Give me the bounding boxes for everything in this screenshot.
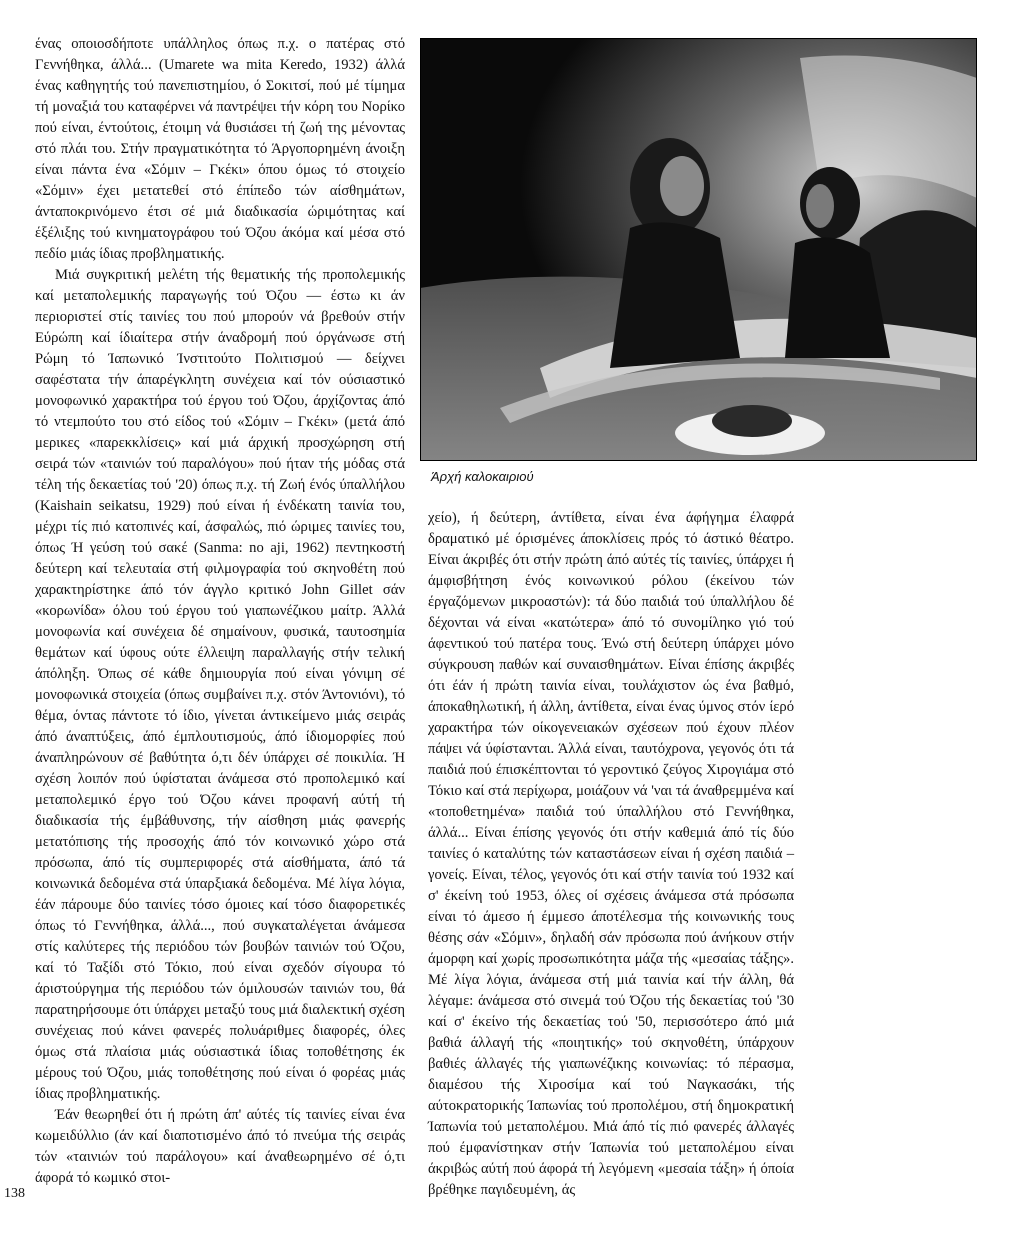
page-number: 138 — [4, 1186, 25, 1201]
paragraph-continued: ένας οποιοσδήποτε υπάλληλος όπως π.χ. ο πατέρας στό Γεννήθηκα, άλλά... (Umarete wa mita Keredo, 1932) άλλά ένας καθηγητής τού πανεπιστημίου, ό Σοκιτσί, πού μέ τίμημα τή μοναξιά του καταφέρνει νά παντρέψει τήν κόρη του Νορίκο πού είναι, έντούτοις, έτοιμη νά θυσιάσει τή ζωή της μένοντας στό πλάι του. Στήν πραγματικότητα τό Άργοπορημένη άνοιξη είναι πάντα ένα «Σόμιν – Γκέκι» όπου όμως τό στοιχείο «Σόμιν» έχει μετατεθεί στό έπίπεδο τών αίσθημάτων, άνταποκρινόμενο έτσι σέ μιά διαδικασία ώριμότητας καί έξέλιξης τού κινηματογράφου τού Όζου άκόμα καί μέσα στό πεδίο μιάς ίδιας προβληματικής. — [35, 36, 405, 262]
left-text-column — [35, 34, 405, 1189]
right-text-column — [428, 508, 794, 1201]
photo-caption: Άρχή καλοκαιριού — [431, 469, 534, 484]
paragraph-comparative-study: Μιά συγκριτική μελέτη τής θεματικής τής προπολεμικής καί μεταπολεμικής παραγωγής τού Όζου — έστω κι άν περιοριστεί στίς ταινίες του πού μπορούν νά βρεθούν στήν Εύρώπη καί ίδιαίτερα στήν άναδρομή πού όργάνωσε στή Ρώμη τό Ίαπωνικό Ίνστιτούτο Πολιτισμού — δείχνει σαφέστατα τήν άπαρέγκλητη συνέχεια καί τόν ούσιαστικό μονοφωνικό χαρακτήρα τού έργου τού Όζου, άρχίζοντας άπό τό ντεμπούτο του στό είδος τού «Σόμιν – Γκέκι» (μετά άπό μερικες «παρεκκλίσεις» καί μιά άρχική προσχώρηση στή σειρά τών «ταινιών τού παραλόγου» πού ήταν τής μόδας στά τέλη τής δεκαετίας τού '20) όπως π.χ. τή Ζωή ένός ύπαλλήλου (Kaishain seikatsu, 1929) πού είναι ή ένδέκατη ταινία του, μέχρι τίς πιό κατοπινές καί, άσφαλώς, πιό ώριμες ταινίες του, όπως Ή γεύση τού σακέ (Sanma: no aji, 1962) πεντηκοστή δεύτερη καί τελευταία στή φιλμογραφία τού σκηνοθέτη πού χαρακτηρίστηκε άπό τόν άγγλο κριτικό John Gillet σάν «κορωνίδα» όλου τού έργου τού γιαπωνέζικου μαίτρ. Άλλά μονοφωνία καί συνέχεια δέ σημαίνουν, φυσικά, ταυτοσημία θεμάτων καί ύφους ούτε έλλειψη παραλλαγής στήν τελική άπόληξη. Όπως σέ κάθε δημιουργία πού είναι γόνιμη σέ μονοφωνικά στοιχεία (όπως συμβαίνει π.χ. στόν Άντονιόνι), τό θέμα, όντας πάντοτε τό ίδιο, γίνεται άντικείμενο μιάς σειράς άπό άναπτύξεις, άπό έμπλουτισμούς, άπό ίδιομορφίες πού άναπληρώνουν σέ βαθύτητα ό,τι δέν ύπάρχει σέ ποικιλία. Ή σχέση λοιπόν πού ύφίσταται άνάμεσα στό προπολεμικό καί μεταπολεμικό έργο τού Όζου κάνει προφανή αύτή τή διαδικασία τής έμβάθυνσης, τήν αίσθηση μιάς φανερής μετατόπισης τής προσοχής άπό τόν κοινωνικό χώρο στά πρόσωπα, άπό τίς συμπεριφορές στά αίσθήματα, άπό τά κοινωνικά δεδομένα στά ύπαρξιακά δεδομένα. Μέ λίγα λόγια, έάν πάρουμε δύο ταινίες τόσο όμοιες καί τόσο διαφορετικές όπως τό Γεννήθηκα, άλλά..., πού συγκαταλέγεται άνάμεσα στίς καλύτερες τής περιόδου τών βουβών ταινιών τού Όζου, καί τό Ταξίδι στό Τόκιο, πού είναι σχεδόν σίγουρα τό άριστούργημα τής περιόδου τών όμιλουσών ταινιών του, θά παρατηρήσουμε ότι ύπάρχει μεταξύ τους μιά διαλεκτική σχέση συνέχειας πού κάνει φανερές πολυάριθμες διαφορές, όλες όμως στά πλαίσια μιάς ούσιαστικά ίδιας τοποθέτησης έκ μέρους τού Όζου, μιάς τοποθέτησης πού είναι ό φορέας μιάς ίδιας προβληματικής. — [35, 267, 405, 1102]
paragraph-second-film: χείο), ή δεύτερη, άντίθετα, είναι ένα άφήγημα έλαφρά δραματικό μέ όρισμένες άποκλίσεις πρός τό άστικό θέατρο. Είναι άκριβές ότι στήν πρώτη άπό αύτές τίς ταινίες, ύπάρχει ή άμφισβήτηση ένός κοινωνικού ρόλου (έκείνου τών έργαζόμενων μικροαστών): τά δύο παιδιά τού ύπαλλήλου δέ δέχονται νά είναι «κατώτερα» άπό τό συνομίληκο γιό τού άφεντικού τού πατέρα τους. Ένώ στή δεύτερη ύπάρχει μόνο σύγκρουση παθών καί συναισθημάτων. Είναι έπίσης άκριβές ότι έάν ή πρώτη ταινία είναι, τουλάχιστον ώς ένα βαθμό, άποκαθηλωτική, ή άλλη, άντίθετα, είναι ένας ύμνος στόν ίερό χαρακτήρα τών οίκογενειακών σχέσεων πού έχουν πλέον πάψει νά ύφίστανται. Άλλά είναι, ταυτόχρονα, γεγονός ότι τά παιδιά πού έπισκέπτονται τό γεροντικό ζεύγος Χιρογιάμα στό Τόκιο καί στά περίχωρα, μοιάζουν νά 'ναι τά άναθρεμμένα καί «τοποθετημένα» παιδιά τού ύπαλλήλου στό Γεννήθηκα, άλλά... Είναι έπίσης γεγονός ότι στήν καθεμιά άπό τίς δύο ταινίες ό καταλύτης τών καταστάσεων είναι ή σχέση παιδιά – γονείς. Είναι, τέλος, γεγονός ότι καί στήν ταινία τού 1932 καί σ' έκείνη τού 1953, όλες οί σχέσεις άνάμεσα στά πρόσωπα είναι τό άμεσο ή έμμεσο άποτέλεσμα τής κοινωνικής τους θέσης σάν «Σόμιν», δηλαδή σάν πρόσωπα πού άνήκουν στήν άμορφη καί χωρίς προσωπικότητα μάζα τής «μεσαίας τάξης». Μέ λίγα λόγια, άνάμεσα στή μιά ταινία καί τήν άλλη, θά λέγαμε: άνάμεσα στό σινεμά τού Όζου τής δεκαετίας τού '30 καί σ' έκείνο τής δεκαετίας τού '50, περισσότερο άπό μιά βαθιά άλλαγή τής «ποιητικής» τού σκηνοθέτη, ύπάρχουν βαθιές άλλαγές τής γιαπωνέζικης κοινωνίας: τό πέρασμα, διαμέσου τής Χιροσίμα καί τού Ναγκασάκι, τής αύτοκρατορικής Ίαπωνίας τού προπολέμου, στή δημοκρατική Ίαπωνία τού μεταπολέμου. Μιά άπό τίς πιό φανερές άλλαγές πού έμφανίστηκαν στήν Ίαπωνία τού μεταπολέμου είναι άκριβώς αύτή πού άφορά τή λεγόμενη «μεσαία τάξη» ή όποία βρέθηκε παγιδευμένη, άς — [428, 510, 794, 1198]
paragraph-first-film: Έάν θεωρηθεί ότι ή πρώτη άπ' αύτές τίς ταινίες είναι ένα κωμειδύλλιο (άν καί διαποτισμένο άπό τό πνεύμα τής σειράς τών «ταινιών τού παράλογου» καί άναθεωρημένο σέ ό,τι άφορά τό κωμικό στοι- — [35, 1107, 405, 1186]
film-still-photo — [420, 38, 977, 461]
